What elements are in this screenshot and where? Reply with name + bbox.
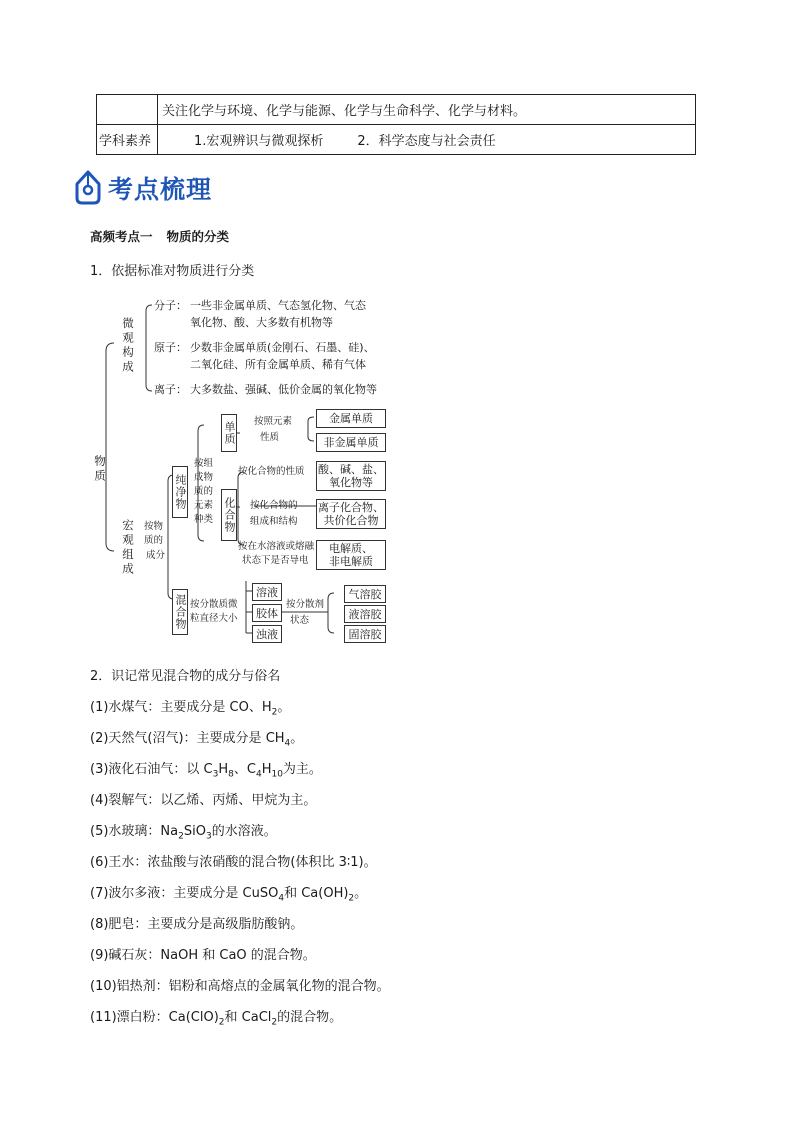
mixture-item: (4)裂解气：以乙烯、丙烯、甲烷为主。 <box>90 793 317 808</box>
table-cell-content <box>158 125 696 155</box>
table-cell-label: 学科素养 <box>97 125 158 155</box>
molecule-label: 分子： <box>154 299 187 312</box>
subheading-title: 物质的分类 <box>166 229 230 244</box>
solution-box: 溶液 <box>252 583 282 601</box>
by-element-prop-line1: 按照元素 <box>254 416 293 427</box>
ion-label: 离子： <box>154 383 187 396</box>
compound-box: 化合物 <box>221 489 237 541</box>
suspension-box: 浊液 <box>252 625 282 643</box>
section-title: 考点梳理 <box>108 175 213 204</box>
molecule-line2: 氧化物、酸、大多数有机物等 <box>190 316 333 329</box>
table-row <box>97 125 696 155</box>
table-row <box>97 95 696 125</box>
mixture-item: (10)铝热剂：铝粉和高熔点的金属氧化物的混合物。 <box>90 979 390 994</box>
subheading <box>90 227 229 245</box>
root-label: 物质 <box>93 455 107 484</box>
table-cell-content: 关注化学与环境、化学与能源、化学与生命科学、化学与材料。 <box>158 95 696 125</box>
pure-substance-box: 纯净物 <box>172 466 188 518</box>
subheading-prefix: 高频考点一 <box>90 229 153 244</box>
atom-line2: 二氧化硅、所有金属单质、稀有气体 <box>190 358 366 371</box>
by-conductivity-line2: 状态下是否导电 <box>242 555 309 566</box>
by-compound-prop-label: 按化合物的性质 <box>238 466 305 477</box>
by-dispersant-line1: 按分散剂 <box>286 599 325 610</box>
by-elements-line1: 按组 <box>194 458 214 469</box>
by-structure-line1: 按化合物的 <box>250 500 298 511</box>
ionic-covalent-box: 离子化合物、 共价化合物 <box>318 501 384 527</box>
literacy-item-2: 2．科学态度与社会责任 <box>357 134 496 149</box>
macro-label: 宏观组成 <box>121 519 135 577</box>
element-box: 单质 <box>221 414 237 452</box>
electrolyte-box: 电解质、 非电解质 <box>316 540 386 570</box>
pen-nib-icon <box>74 170 102 206</box>
by-components-line3: 成分 <box>146 550 166 561</box>
aerosol-box: 气溶胶 <box>344 585 386 603</box>
nonmetal-box: 非金属单质 <box>316 433 386 452</box>
mixture-item: (9)碱石灰：NaOH 和 CaO 的混合物。 <box>90 948 316 963</box>
table-cell-label <box>97 95 158 125</box>
by-elements-line4: 元素 <box>194 500 214 511</box>
section-header <box>74 170 212 206</box>
colloid-box: 胶体 <box>252 604 282 622</box>
micro-label: 微观构成 <box>121 317 135 375</box>
atom-label: 原子： <box>154 341 187 354</box>
mixture-item: (1)水煤气：主要成分是 CO、$H_2$。 <box>90 700 291 718</box>
by-elements-line2: 成物 <box>194 472 214 483</box>
mixture-item: (5)水玻璃：$Na_2SiO_3$的水溶液。 <box>90 824 277 842</box>
acid-base-salt-box: 酸、碱、盐、 氧化物等 <box>318 463 384 489</box>
by-conductivity-line1: 按在水溶液或熔融 <box>238 541 315 552</box>
by-dispersant-line2: 状态 <box>290 615 310 626</box>
by-particle-size-line2: 粒直径大小 <box>190 613 238 624</box>
item-title-2: 2．识记常见混合物的成分与俗名 <box>90 669 281 684</box>
liquid-sol-box: 液溶胶 <box>344 605 386 623</box>
mixture-item: (2)天然气(沼气)：主要成分是 $CH_4$。 <box>90 731 304 749</box>
literacy-item-1: 1.宏观辨识与微观探析 <box>194 134 324 149</box>
by-structure-line2: 组成和结构 <box>250 516 298 527</box>
mixture-item: (7)波尔多液：主要成分是 CuSO$_4$和 $Ca(OH)_2$。 <box>90 886 368 904</box>
curriculum-table <box>96 94 696 155</box>
by-elements-line5: 种类 <box>194 514 214 525</box>
by-element-prop-line2: 性质 <box>260 432 280 443</box>
by-components-line1: 按物 <box>144 521 164 532</box>
by-components-line2: 质的 <box>144 535 164 546</box>
by-elements-line3: 质的 <box>194 486 214 497</box>
molecule-line1: 一些非金属单质、气态氢化物、气态 <box>190 299 366 312</box>
mixture-item: (3)液化石油气：以 $C_3H_8$、$C_4H_{10}$为主。 <box>90 762 322 780</box>
solid-sol-box: 固溶胶 <box>344 625 386 643</box>
mixture-box: 混合物 <box>172 589 188 635</box>
by-particle-size-line1: 按分散质微 <box>190 599 238 610</box>
ion-line1: 大多数盐、强碱、低价金属的氧化物等 <box>190 383 377 396</box>
mixture-item: (11)漂白粉：$Ca(ClO)_2$和 CaCl$_2$的混合物。 <box>90 1010 343 1028</box>
mixture-item: (6)王水：浓盐酸与浓硝酸的混合物(体积比 3∶1)。 <box>90 855 377 870</box>
atom-line1: 少数非金属单质(金刚石、石墨、硅)、 <box>190 341 375 354</box>
classification-diagram <box>88 293 408 643</box>
metal-box: 金属单质 <box>316 409 386 428</box>
mixture-item: (8)肥皂：主要成分是高级脂肪酸钠。 <box>90 917 304 932</box>
item-title-1: 1．依据标准对物质进行分类 <box>90 264 255 279</box>
